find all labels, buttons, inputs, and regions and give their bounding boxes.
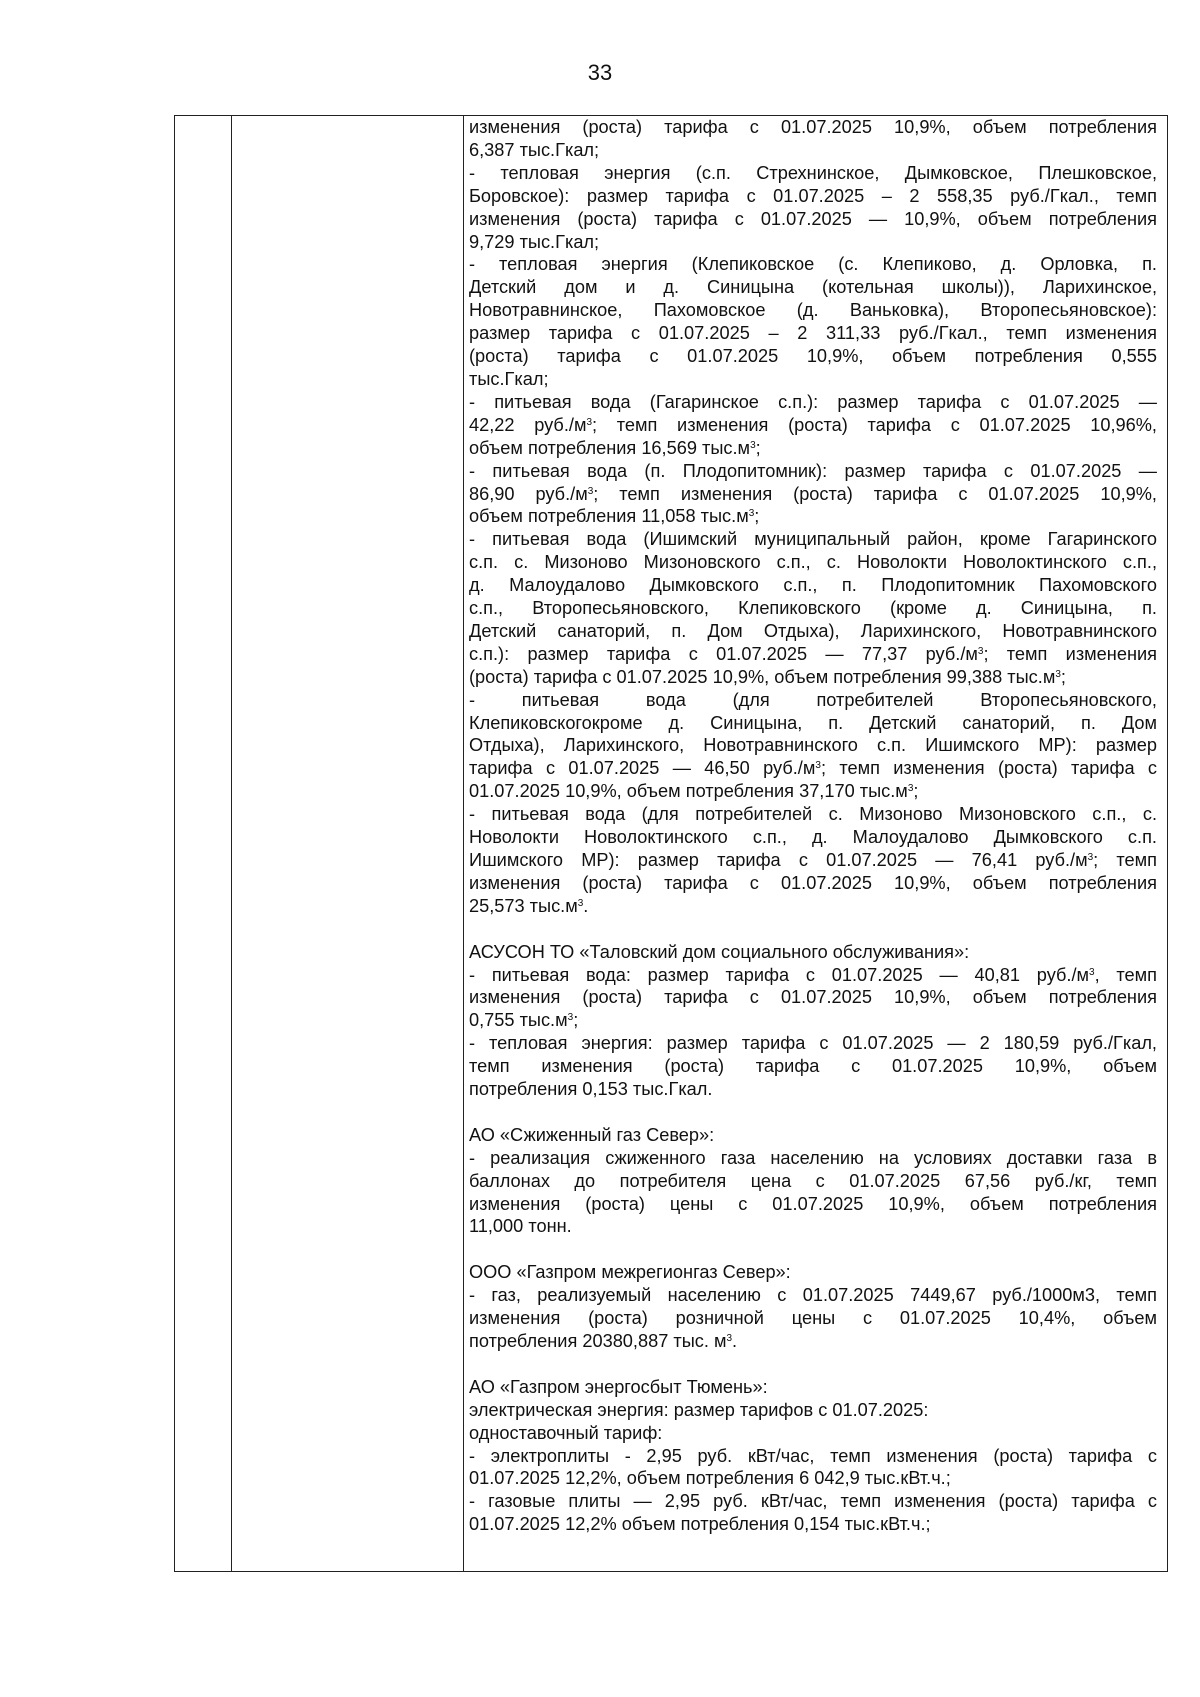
table-column-number bbox=[175, 116, 232, 1571]
text-paragraph bbox=[469, 528, 1157, 688]
paragraph-gap bbox=[469, 918, 1157, 941]
text-line: - питьевая вода (Гагаринское с.п.): размер тарифа с 01.07.2025 — bbox=[469, 391, 1157, 412]
text-line: тыс.Гкал; bbox=[469, 368, 549, 389]
text-line: изменения (роста) тарифа с 01.07.2025 10,9%, объем потребления bbox=[469, 117, 1157, 137]
text-line: электрическая энергия: размер тарифов с 01.07.2025: bbox=[469, 1399, 929, 1420]
text-paragraph bbox=[469, 1261, 1157, 1284]
text-line: изменения (роста) цены с 01.07.2025 10,9%, объем потребления bbox=[469, 1193, 1157, 1214]
paragraph-gap bbox=[469, 1238, 1157, 1261]
text-line: АСУСОН ТО «Таловский дом социального обслуживания»: bbox=[469, 941, 970, 962]
text-line: - питьевая вода (Ишимский муниципальный район, кроме Гагаринского bbox=[469, 529, 1157, 550]
text-paragraph bbox=[469, 1490, 1157, 1536]
text-paragraph bbox=[469, 1124, 1157, 1147]
text-line: Детский санаторий, п. Дом Отдыха), Ларихинского, Новотравнинского bbox=[469, 620, 1157, 641]
text-line: - тепловая энергия (Клепиковское (с. Клепиково, д. Орловка, п. bbox=[469, 254, 1157, 275]
text-line: объем потребления 16,569 $тыс.м^3$; bbox=[469, 437, 761, 458]
text-paragraph bbox=[469, 1422, 1157, 1445]
text-line: изменения (роста) розничной цены с 01.07.2025 10,4%, объем bbox=[469, 1308, 1157, 1329]
text-paragraph bbox=[469, 1147, 1157, 1239]
text-line: 25,573 $тыс.м^3$. bbox=[469, 895, 589, 916]
text-line: - питьевая вода (для потребителей Второпесьяновского, bbox=[469, 689, 1157, 710]
text-line: темп изменения (роста) тарифа с 01.07.2025 10,9%, объем bbox=[469, 1056, 1157, 1077]
text-line: изменения (роста) тарифа с 01.07.2025 — 10,9%, объем потребления bbox=[469, 208, 1157, 229]
text-line: ООО «Газпром межрегионгаз Север»: bbox=[469, 1262, 791, 1283]
text-line: Отдыха), Ларихинского, Новотравнинского с.п. Ишимского МР): размер bbox=[469, 735, 1157, 756]
text-line: 01.07.2025 12,2%, объем потребления 6 042,9 тыс.кВт.ч.; bbox=[469, 1468, 951, 1489]
text-line: баллонах до потребителя цена с 01.07.2025 67,56 руб./кг, темп bbox=[469, 1170, 1157, 1191]
text-paragraph bbox=[469, 941, 1157, 964]
text-line: АО «Сжиженный газ Север»: bbox=[469, 1124, 715, 1145]
tariff-text-cell bbox=[469, 116, 1157, 1536]
text-line: Новотравнинское, Пахомовское (д. Ваньковка), Второпесьяновское): bbox=[469, 300, 1157, 321]
text-paragraph bbox=[469, 1445, 1157, 1491]
page-number: 33 bbox=[587, 60, 613, 85]
text-paragraph bbox=[469, 689, 1157, 804]
text-line: (роста) тарифа с 01.07.2025 10,9%, объем потребления 99,388 $тыс.м^3$; bbox=[469, 666, 1066, 687]
text-line: Ишимского МР): размер тарифа с 01.07.2025 — 76,41 $руб./м^3$; темп bbox=[469, 850, 1157, 870]
text-line: 6,387 тыс.Гкал; bbox=[469, 139, 600, 160]
text-line: - газовые плиты — 2,95 руб. кВт/час, темп изменения (роста) тарифа с bbox=[469, 1491, 1157, 1512]
text-paragraph bbox=[469, 964, 1157, 1033]
text-line: - электроплиты - 2,95 руб. кВт/час, темп изменения (роста) тарифа с bbox=[469, 1445, 1157, 1466]
text-line: 01.07.2025 10,9%, объем потребления 37,170 $тыс.м^3$; bbox=[469, 781, 919, 802]
text-line: объем потребления 11,058 $тыс.м^3$; bbox=[469, 506, 760, 527]
text-line: изменения (роста) тарифа с 01.07.2025 10,9%, объем потребления bbox=[469, 987, 1157, 1008]
table-column-tariffs bbox=[469, 116, 1157, 1571]
text-line: Клепиковскогокроме д. Синицына, п. Детский санаторий, п. Дом bbox=[469, 712, 1157, 733]
text-line: тарифа с 01.07.2025 — 46,50 $руб./м^3$; темп изменения (роста) тарифа с bbox=[469, 758, 1157, 779]
paragraph-gap bbox=[469, 1353, 1157, 1376]
text-paragraph bbox=[469, 460, 1157, 529]
text-line: потребления 0,153 тыс.Гкал. bbox=[469, 1079, 713, 1100]
text-paragraph bbox=[469, 253, 1157, 390]
text-line: 01.07.2025 12,2% объем потребления 0,154 тыс.кВт.ч.; bbox=[469, 1514, 931, 1535]
text-paragraph bbox=[469, 116, 1157, 162]
text-line: - реализация сжиженного газа населению на условиях доставки газа в bbox=[469, 1147, 1157, 1168]
text-line: изменения (роста) тарифа с 01.07.2025 10,9%, объем потребления bbox=[469, 872, 1157, 893]
text-line: - питьевая вода: размер тарифа с 01.07.2025 — 40,81 $руб./м^3$, темп bbox=[469, 964, 1157, 985]
text-line: 9,729 тыс.Гкал; bbox=[469, 231, 600, 252]
text-paragraph bbox=[469, 1032, 1157, 1101]
text-line: 0,755 $тыс.м^3$; bbox=[469, 1010, 579, 1031]
text-line: АО «Газпром энергосбыт Тюмень»: bbox=[469, 1376, 768, 1397]
text-line: Детский дом и д. Синицына (котельная школы)), Ларихинское, bbox=[469, 277, 1157, 298]
text-line: - газ, реализуемый населению с 01.07.2025 7449,67 руб./1000м3, темп bbox=[469, 1285, 1157, 1306]
text-paragraph bbox=[469, 162, 1157, 254]
text-paragraph bbox=[469, 1399, 1157, 1422]
text-line: - тепловая энергия (с.п. Стрехнинское, Дымковское, Плешковское, bbox=[469, 162, 1157, 183]
text-line: - питьевая вода (п. Плодопитомник): размер тарифа с 01.07.2025 — bbox=[469, 460, 1157, 481]
text-line: одноставочный тариф: bbox=[469, 1422, 663, 1443]
text-line: Новолокти Новолоктинского с.п., д. Малоудалово Дымковского с.п. bbox=[469, 827, 1157, 848]
document-table bbox=[174, 115, 1168, 1572]
text-line: - тепловая энергия: размер тарифа с 01.07.2025 — 2 180,59 руб./Гкал, bbox=[469, 1033, 1157, 1054]
text-line: 86,90 $руб./м^3$; темп изменения (роста) тарифа с 01.07.2025 10,9%, bbox=[469, 483, 1157, 504]
text-line: Боровское): размер тарифа с 01.07.2025 – 2 558,35 руб./Гкал., темп bbox=[469, 185, 1157, 206]
text-line: с.п.): размер тарифа с 01.07.2025 — 77,37 $руб./м^3$; темп изменения bbox=[469, 643, 1157, 664]
text-line: (роста) тарифа с 01.07.2025 10,9%, объем потребления 0,555 bbox=[469, 346, 1157, 367]
text-line: с.п. с. Мизоново Мизоновского с.п., с. Новолокти Новолоктинского с.п., bbox=[469, 552, 1157, 573]
text-paragraph bbox=[469, 803, 1157, 918]
text-line: с.п., Второпесьяновского, Клепиковского (кроме д. Синицына, п. bbox=[469, 598, 1157, 619]
text-line: 11,000 тонн. bbox=[469, 1216, 572, 1237]
paragraph-gap bbox=[469, 1101, 1157, 1124]
text-line: д. Малоудалово Дымковского с.п., п. Плодопитомник Пахомовского bbox=[469, 575, 1157, 596]
text-line: - питьевая вода (для потребителей с. Мизоново Мизоновского с.п., с. bbox=[469, 804, 1157, 825]
text-line: размер тарифа с 01.07.2025 – 2 311,33 руб./Гкал., темп изменения bbox=[469, 323, 1157, 344]
text-paragraph bbox=[469, 391, 1157, 460]
text-paragraph bbox=[469, 1376, 1157, 1399]
text-line: 42,22 $руб./м^3$; темп изменения (роста) тарифа с 01.07.2025 10,96%, bbox=[469, 414, 1157, 435]
text-paragraph bbox=[469, 1284, 1157, 1353]
text-line: потребления 20380,887 тыс. $м^3$. bbox=[469, 1330, 738, 1351]
table-column-organization bbox=[232, 116, 464, 1571]
